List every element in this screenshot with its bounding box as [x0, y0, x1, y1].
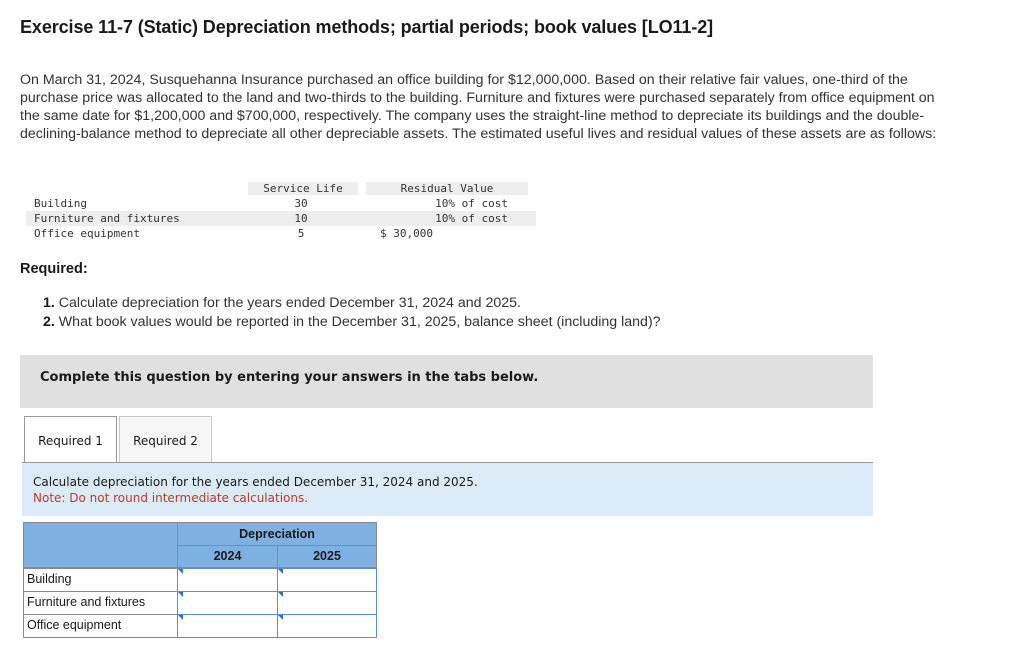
required-item-number: 1. — [43, 295, 55, 311]
asset-name: Building — [34, 197, 87, 210]
year-header-2024 — [177, 545, 278, 568]
year-label: 2024 — [213, 549, 242, 563]
instructions-text: Calculate depreciation for the years ended December 31, 2024 and 2025. — [33, 475, 478, 489]
asset-residual: 10% of cost — [435, 197, 508, 210]
problem-intro: On March 31, 2024, Susquehanna Insurance purchased an office building for $12,000,000. Based on their relative fair values, one-third of the purchase price was allocated to the land and two-thirds to the building. Furniture and fixtures were purchased separately from office equipment on the same date for $1,200,000 and $700,000, respectively. The company uses the straight-line method to depreciate its buildings and the double-declining-balance method to depreciate all other depreciable assets. The estimated useful lives and residual values of these assets are as follows: — [20, 72, 937, 142]
furniture-2025-input[interactable] — [277, 591, 377, 615]
furniture-2024-input[interactable] — [177, 591, 278, 615]
instructions-panel — [22, 463, 873, 516]
required-item-number: 2. — [43, 314, 55, 330]
required-item-text: Calculate depreciation for the years ended December 31, 2024 and 2025. — [54, 295, 521, 311]
tab-label: Required 2 — [133, 434, 198, 448]
asset-life: 5 — [297, 227, 305, 240]
service-life-header: Service Life — [248, 182, 358, 195]
asset-row-building — [26, 196, 536, 211]
required-item-1 — [43, 294, 661, 313]
tab-required-2[interactable] — [119, 416, 212, 462]
asset-name: Furniture and fixtures — [34, 212, 180, 225]
asset-name: Office equipment — [34, 227, 140, 240]
year-header-2025 — [277, 545, 377, 568]
building-2025-input[interactable] — [277, 568, 377, 592]
complete-question-banner — [20, 355, 873, 408]
asset-life: 10 — [294, 212, 308, 225]
required-item-text: What book values would be reported in the December 31, 2025, balance sheet (including land)? — [54, 314, 661, 330]
required-list — [43, 294, 661, 332]
office-equipment-2025-input[interactable] — [277, 614, 377, 638]
asset-table-header — [26, 181, 536, 196]
year-label: 2025 — [313, 549, 341, 563]
asset-row-office-equipment — [26, 226, 536, 241]
asset-residual: $ 30,000 — [380, 227, 433, 240]
asset-life: 30 — [294, 197, 308, 210]
building-2024-input[interactable] — [177, 568, 278, 592]
tab-label: Required 1 — [38, 434, 103, 448]
asset-row-furniture — [26, 211, 536, 226]
depreciation-header-label: Depreciation — [239, 527, 315, 541]
row-label-furniture: Furniture and fixtures — [23, 591, 178, 615]
asset-table — [26, 181, 536, 241]
office-equipment-2024-input[interactable] — [177, 614, 278, 638]
tab-required-1[interactable] — [24, 416, 117, 462]
table-corner-header — [23, 522, 178, 568]
exercise-title: Exercise 11-7 (Static) Depreciation methods; partial periods; book values [LO11-2] — [20, 17, 714, 37]
row-label-office-equipment: Office equipment — [23, 614, 178, 638]
residual-value-header: Residual Value — [366, 182, 528, 195]
row-label-building: Building — [23, 568, 178, 592]
required-heading: Required: — [20, 261, 88, 277]
depreciation-group-header — [177, 522, 377, 546]
required-item-2 — [43, 313, 661, 332]
asset-residual: 10% of cost — [435, 212, 508, 225]
instructions-note: Note: Do not round intermediate calculations. — [33, 491, 309, 505]
complete-question-text: Complete this question by entering your answers in the tabs below. — [40, 370, 539, 385]
